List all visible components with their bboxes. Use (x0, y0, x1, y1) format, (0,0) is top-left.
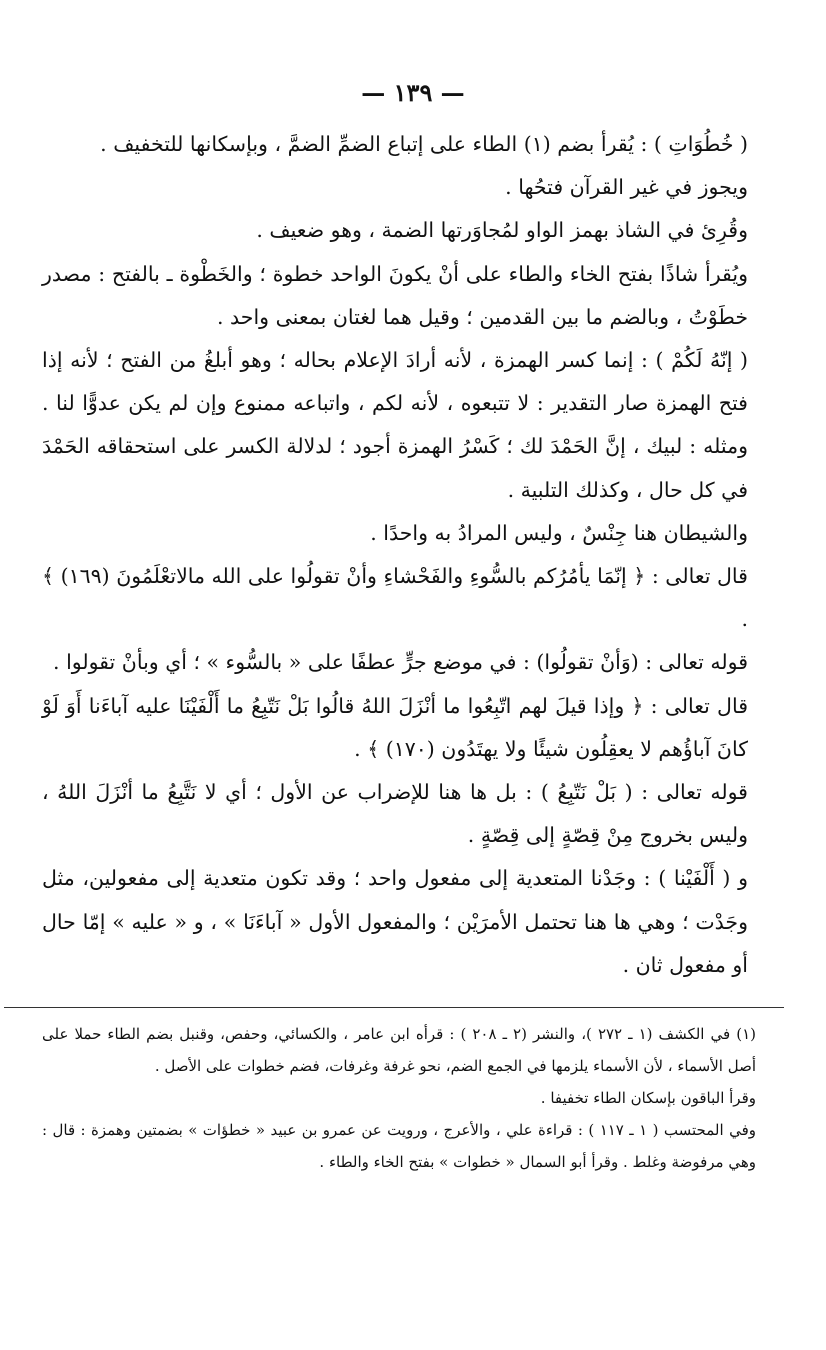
paragraph-fath: ويجوز في غير القرآن فتحُها . (505, 175, 748, 200)
main-text (42, 123, 784, 987)
paragraph-khutuwat: ( خُطُوَاتِ ) : يُقرأ بضم (١) الطاء على إتباع الضمِّ الضمَّ ، وبإسكانها للتخفيف . (100, 132, 748, 156)
footnote-divider (4, 1007, 784, 1008)
footnote-1: (١) في الكشف (١ ـ ٢٧٢ )، والنشر (٢ ـ ٢٠٨ ) : قرأه ابن عامر ، والكسائي، وحفص، وقنبل بضم الطاء حملا على أصل الأسماء ، لأن الأسماء يلزمها في الجمع الضم، نحو غرفة وغرفات، فضم خطوات على الأصل . (42, 1025, 757, 1076)
paragraph-shaytan: والشيطان هنا جِنْسٌ ، وليس المرادُ به واحدًا . (370, 520, 748, 545)
page-number: — ١٣٩ — (361, 78, 465, 107)
paragraph-wa-an-taqulu: قوله تعالى : (وَأنْ تقولُوا) : في موضع جرٍّ عطفًا على « بالسُّوء » ؛ أي وبأنْ تقولوا . (53, 650, 748, 675)
paragraph-alfayna: و ( أَلْفَيْنا ) : وجَدْنا المتعدية إلى مفعول واحد ؛ وقد تكون متعدية إلى مفعولين، مثل وجَدْت ؛ وهي ها هنا تحتمل الأمرَيْن ؛ والمفعول الأول « آباءَنَا » ، و « عليه » إمّا حال أو مفعول ثان . (42, 866, 748, 977)
footnotes (42, 1018, 784, 1178)
footnote-1-muhtasab: وفي المحتسب ( ١ ـ ١١٧ ) : قراءة علي ، والأعرج ، ورويت عن عمرو بن عبيد « خطؤات » بضمتين وهمزة : قال : وهي مرفوضة وغلط . وقرأ أبو السمال « خطوات » بفتح الخاء والطاء . (42, 1121, 756, 1172)
paragraph-shadh-hamz: وقُرِئ في الشاذ بهمز الواو لمُجاوَرتها الضمة ، وهو ضعيف . (256, 218, 748, 243)
paragraph-bal-nattabiu: قوله تعالى : ( بَلْ نَتّبِعُ ) : بل ها هنا للإضراب عن الأول ؛ أي لا نَتَّبِعُ ما أنْزَلَ اللهُ ، وليس بخروج مِنْ قِصّةٍ إلى قِصّةٍ . (42, 780, 748, 848)
verse-169: قال تعالى : ﴿ إنّمَا يأمُرُكم بالسُّوءِ والفَحْشاءِ وأنْ تقولُوا على الله مالاتعْلَمُونَ (١٦٩) ﴾ . (42, 564, 748, 632)
paragraph-shadh-fath: ويُقرأ شاذًا بفتح الخاء والطاء على أنْ يكونَ الواحد خطوة ؛ والخَطْوة ـ بالفتح : مصدر خطَوْتُ ، وبالضم ما بين القدمين ؛ وقيل هما لغتان بمعنى واحد . (42, 261, 748, 329)
paragraph-innahu-lakum: ( إنّهُ لَكُمْ ) : إنما كسر الهمزة ، لأنه أرادَ الإعلام بحاله ؛ وهو أبلغُ من الفتح ؛ لأنه إذا فتح الهمزة صار التقدير : لا تتبعوه ، لأنه لكم ، واتباعه ممنوع وإن لم يكن عدوًّا لنا . ومثله : لبيك ، إنَّ الحَمْدَ لك ؛ كَسْرُ الهمزة أجود ؛ لدلالة الكسر على استحقاقه الحَمْدَ في كل حال ، وكذلك التلبية . (42, 348, 748, 502)
verse-170: قال تعالى : ﴿ وإذا قيلَ لهم اتّبِعُوا ما أنْزَلَ اللهُ قالُوا بَلْ نَتّبِعُ ما أَلْفَيْنَا عليه آباءَنا أَوَ لَوْ كانَ آباؤُهم لا يعقِلُون شيئًا ولا يهتَدُون (١٧٠) ﴾ . (42, 693, 748, 761)
footnote-1-cont: وقرأ الباقون بإسكان الطاء تخفيفا . (540, 1089, 756, 1108)
